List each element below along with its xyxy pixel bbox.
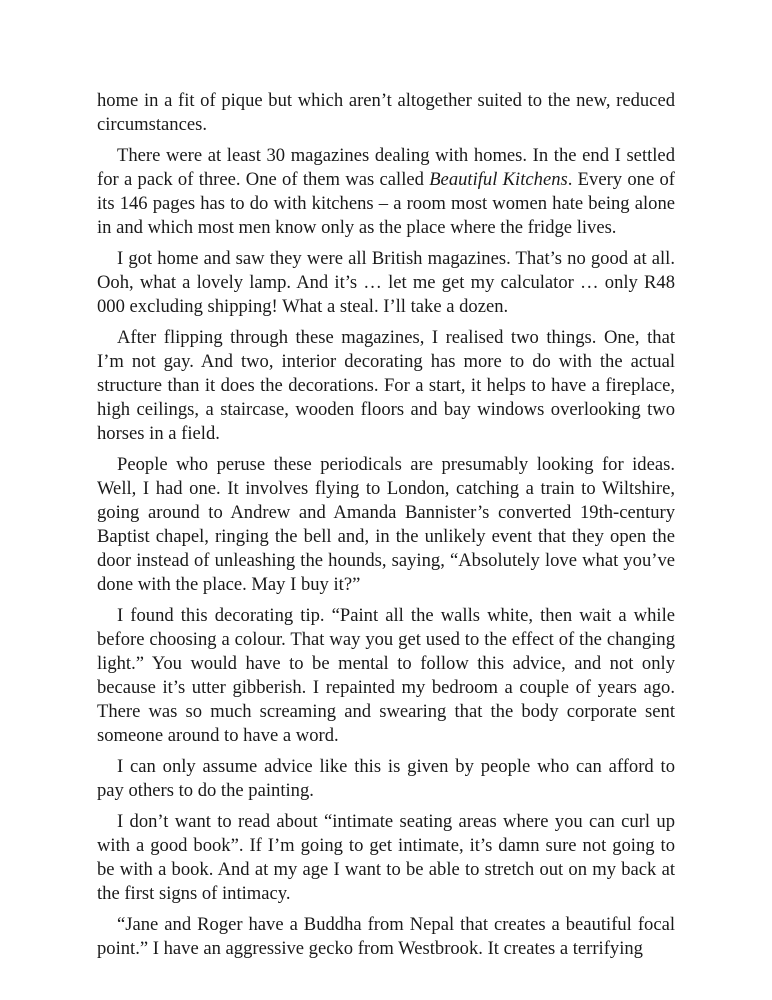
paragraph-6-text: I found this decorating tip. “Paint all the walls white, then wait a while before choosing a colour. That way you get used to the effect of the changing light.” You would have to be mental to follow this advice, and not only because it’s utter gibberish. I repainted my bedroom a couple of years ago. There was so much screaming and swearing that the body corporate sent someone around to have a word. [97, 605, 675, 746]
paragraph-4 [97, 326, 675, 446]
paragraph-4-text: After flipping through these magazines, I realised two things. One, that I’m not gay. And two, interior decorating has more to do with the actual structure than it does the decorations. For a start, it helps to have a fireplace, high ceilings, a staircase, wooden floors and bay windows overlooking two horses in a field. [97, 327, 675, 444]
paragraph-1 [97, 89, 675, 137]
paragraph-9 [97, 913, 675, 961]
paragraph-7 [97, 755, 675, 803]
paragraph-8-text: I don’t want to read about “intimate seating areas where you can curl up with a good book”. If I’m going to get intimate, it’s damn sure not going to be with a book. And at my age I want to be able to stretch out on my back at the first signs of intimacy. [97, 811, 675, 904]
paragraph-5-text: People who peruse these periodicals are presumably looking for ideas. Well, I had one. It involves flying to London, catching a train to Wiltshire, going around to Andrew and Amanda Bannister’s converted 19th-century Baptist chapel, ringing the bell and, in the unlikely event that they open the door instead of unleashing the hounds, saying, “Absolutely love what you’ve done with the place. May I buy it?” [97, 454, 675, 595]
paragraph-8 [97, 810, 675, 906]
magazine-title: Beautiful Kitchens [429, 169, 568, 190]
paragraph-2-text: There were at least 30 magazines dealing with homes. In the end I settled for a pack of three. One of them was called [97, 145, 675, 190]
paragraph-2 [97, 144, 675, 240]
paragraph-9-text: “Jane and Roger have a Buddha from Nepal that creates a beautiful focal point.” I have an aggressive gecko from Westbrook. It creates a terrifying [97, 914, 675, 959]
paragraph-3-text: I got home and saw they were all British magazines. That’s no good at all. Ooh, what a lovely lamp. And it’s … let me get my calculator … only R48 000 excluding shipping! What a steal. I’ll take a dozen. [97, 248, 675, 317]
paragraph-1-text: home in a fit of pique but which aren’t altogether suited to the new, reduced circumstances. [97, 90, 675, 135]
paragraph-2-text-end: . Every one of its 146 pages has to do with kitchens – a room most women hate being alone in and which most men know only as the place where the fridge lives. [97, 169, 675, 238]
paragraph-7-text: I can only assume advice like this is given by people who can afford to pay others to do the painting. [97, 756, 675, 801]
paragraph-3 [97, 247, 675, 319]
body-text [97, 89, 675, 961]
paragraph-5 [97, 453, 675, 597]
paragraph-6 [97, 604, 675, 748]
